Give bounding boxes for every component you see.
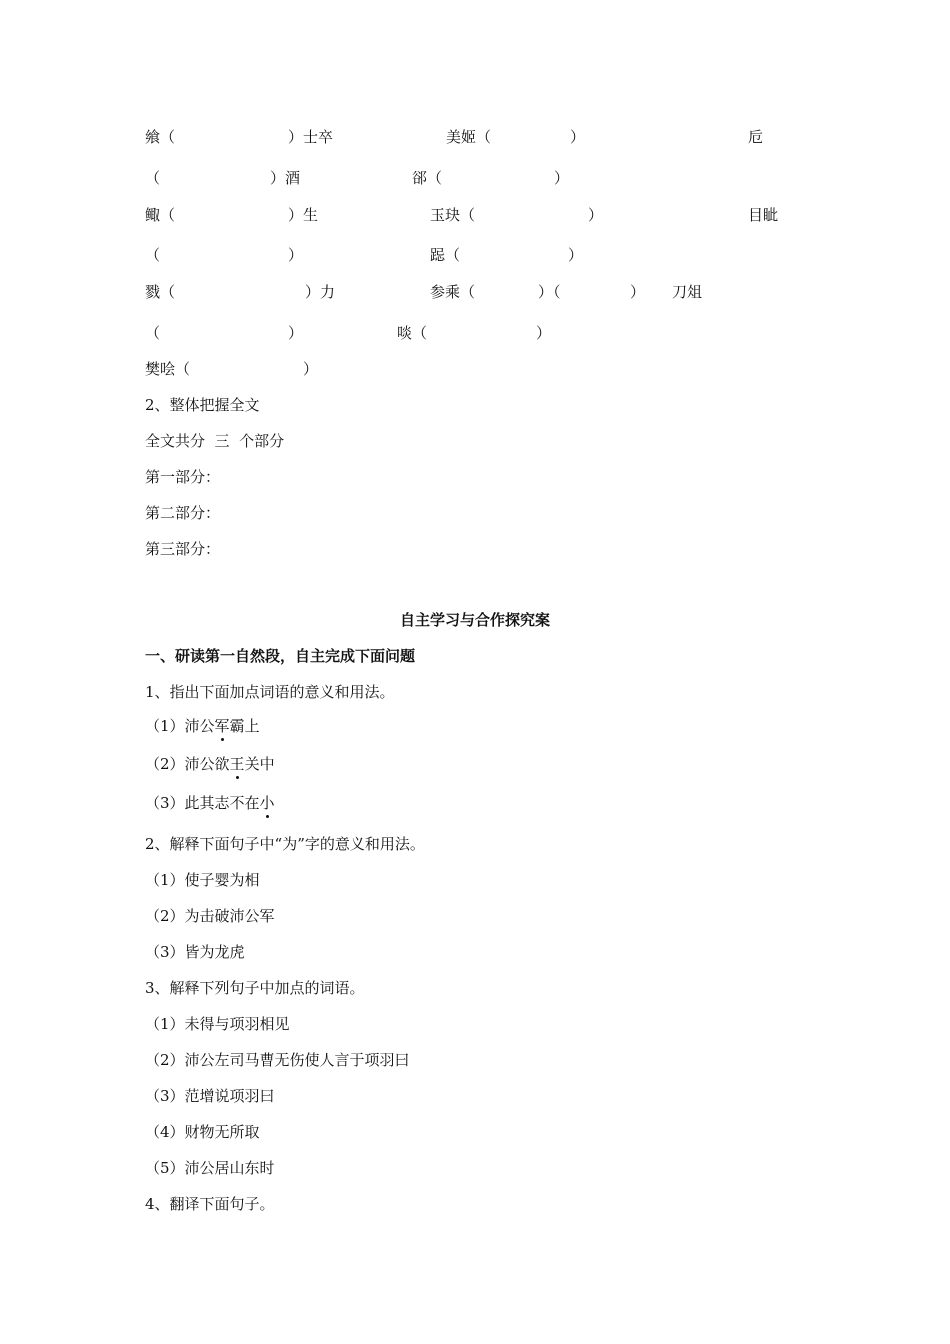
vocab-text: 卮	[748, 128, 764, 146]
vocab-text: ）	[303, 360, 319, 378]
question-1-item	[145, 757, 275, 772]
overview-heading: 2、整体把握全文	[145, 396, 260, 414]
question-3-heading: 3、解释下列句子中加点的词语。	[145, 979, 365, 997]
vocab-text: 郤（	[412, 169, 443, 187]
vocab-text: ）酒	[270, 169, 301, 187]
vocab-text: ）	[288, 246, 304, 264]
vocab-text: 飨（	[145, 128, 176, 146]
part-one-label: 第一部分：	[145, 468, 221, 486]
vocab-text: 跽（	[430, 246, 461, 264]
vocab-text: ）生	[288, 206, 319, 224]
item-text: （2）沛公欲	[145, 755, 230, 773]
vocab-text: 美姬（	[446, 128, 492, 146]
vocab-text: ）	[536, 324, 552, 342]
question-4-heading: 4、翻译下面句子。	[145, 1195, 275, 1213]
vocab-text: ）	[630, 283, 646, 301]
question-2-item: （2）为击破沛公军	[145, 907, 275, 925]
question-3-item: （4）财物无所取	[145, 1123, 260, 1141]
question-2-heading: 2、解释下面句子中“为”字的意义和用法。	[145, 835, 425, 853]
question-1-item	[145, 796, 275, 811]
question-1-heading: 1、指出下面加点词语的意义和用法。	[145, 683, 395, 701]
vocab-text: 啖（	[397, 324, 428, 342]
vocab-text: （	[145, 169, 161, 187]
part-three-label: 第三部分：	[145, 540, 221, 558]
vocab-text: ）	[570, 128, 586, 146]
question-1-item	[145, 719, 260, 734]
part-two-label: 第二部分：	[145, 504, 221, 522]
dotted-word: 小	[259, 794, 275, 812]
question-3-item: （2）沛公左司马曹无伤使人言于项羽曰	[145, 1051, 410, 1069]
vocab-text: ）	[588, 206, 604, 224]
question-3-item: （5）沛公居山东时	[145, 1159, 275, 1177]
item-text: （1）沛公	[145, 717, 215, 735]
item-text: 关中	[244, 755, 275, 773]
vocab-text: ）士卒	[288, 128, 334, 146]
vocab-text: 鲰（	[145, 206, 176, 224]
vocab-text: 樊哙（	[145, 360, 191, 378]
vocab-text: ）（	[538, 283, 561, 301]
item-text: 霸上	[229, 717, 260, 735]
question-2-item: （1）使子婴为相	[145, 871, 260, 889]
question-2-item: （3）皆为龙虎	[145, 943, 245, 961]
question-3-item: （1）未得与项羽相见	[145, 1015, 290, 1033]
question-3-item: （3）范增说项羽曰	[145, 1087, 275, 1105]
vocab-text: ）	[568, 246, 584, 264]
vocab-text: 目眦	[748, 206, 779, 224]
section-title: 自主学习与合作探究案	[399, 611, 550, 629]
vocab-text: 戮（	[145, 283, 176, 301]
vocab-text: ）力	[305, 283, 336, 301]
item-text: （3）此其志不在	[145, 794, 260, 812]
vocab-text: 参乘（	[430, 283, 476, 301]
vocab-text: 刀俎	[672, 283, 703, 301]
dotted-word: 王	[229, 755, 245, 773]
vocab-text: ）	[288, 324, 304, 342]
vocab-text: （	[145, 324, 161, 342]
vocab-text: ）	[554, 169, 570, 187]
section-subtitle: 一、研读第一自然段，自主完成下面问题	[145, 647, 416, 665]
vocab-text: （	[145, 246, 161, 264]
vocab-text: 玉玦（	[430, 206, 476, 224]
dotted-word: 军	[214, 717, 230, 735]
overview-summary: 全文共分 三 个部分	[145, 432, 285, 450]
